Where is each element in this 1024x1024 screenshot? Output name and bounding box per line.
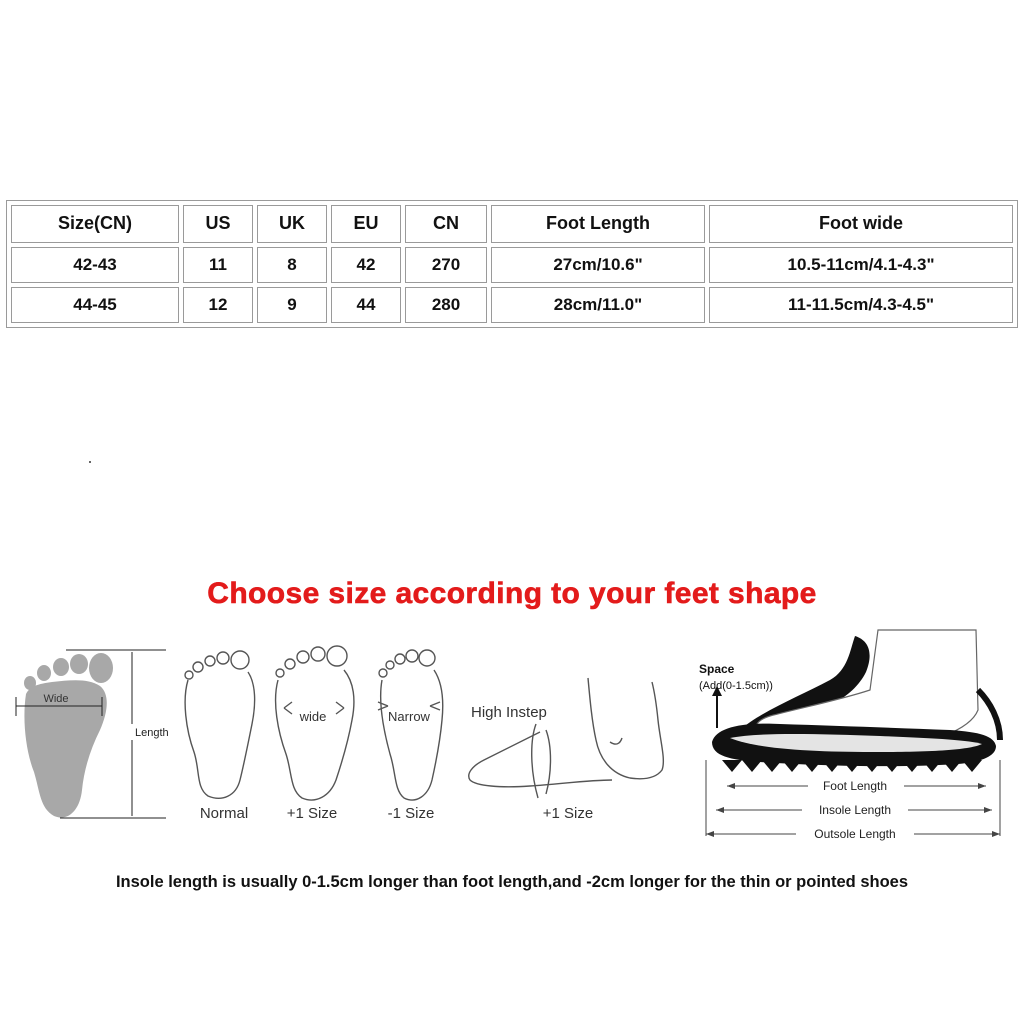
table-header-row [11,205,1013,243]
high-instep-label: High Instep [471,704,547,721]
header-cell: Foot wide [709,205,1013,243]
footer-note: Insole length is usually 0-1.5cm longer than foot length,and -2cm longer for the thin or pointed shoes [115,873,909,891]
size-table [6,200,1018,328]
table-cell: 42-43 [11,247,179,283]
table-cell: 9 [257,287,327,323]
table-cell: 44-45 [11,287,179,323]
narrow-foot-outline [378,650,443,800]
foot-length-label: Foot Length [822,779,888,793]
normal-foot-outline [185,651,255,798]
table-cell: 44 [331,287,401,323]
foot-caption-normal: Normal [199,805,249,822]
table-cell: 28cm/11.0" [491,287,705,323]
speck [89,461,91,463]
foot-caption-high-instep: +1 Size [542,805,594,822]
wide-arrow-label: wide [299,709,327,724]
foot-caption-narrow: -1 Size [387,805,435,822]
table-cell: 8 [257,247,327,283]
table-cell: 11-11.5cm/4.3-4.5" [709,287,1013,323]
wide-label: Wide [43,693,69,705]
header-cell: EU [331,205,401,243]
table-cell: 11 [183,247,253,283]
table-cell: 12 [183,287,253,323]
headline: Choose size according to your feet shape [207,577,817,610]
high-instep-foot-outline [469,678,664,798]
header-cell: CN [405,205,487,243]
table-row [11,247,1013,283]
table-cell: 280 [405,287,487,323]
length-label: Length [135,727,169,739]
space-note: (Add(0-1.5cm)) [699,680,773,692]
gray-foot-icon [24,653,113,818]
table-cell: 270 [405,247,487,283]
header-cell: Size(CN) [11,205,179,243]
outsole-length-label: Outsole Length [814,827,896,841]
insole-length-label: Insole Length [818,803,892,817]
table-cell: 27cm/10.6" [491,247,705,283]
foot-measurement-illustration [16,650,177,818]
space-label: Space [699,662,735,676]
table-cell: 42 [331,247,401,283]
header-cell: Foot Length [491,205,705,243]
header-cell: US [183,205,253,243]
table-cell: 10.5-11cm/4.1-4.3" [709,247,1013,283]
foot-shape-diagram [0,620,1024,860]
table-row [11,287,1013,323]
narrow-arrow-label: Narrow [388,709,430,724]
header-cell: UK [257,205,327,243]
foot-caption-wide: +1 Size [286,805,338,822]
